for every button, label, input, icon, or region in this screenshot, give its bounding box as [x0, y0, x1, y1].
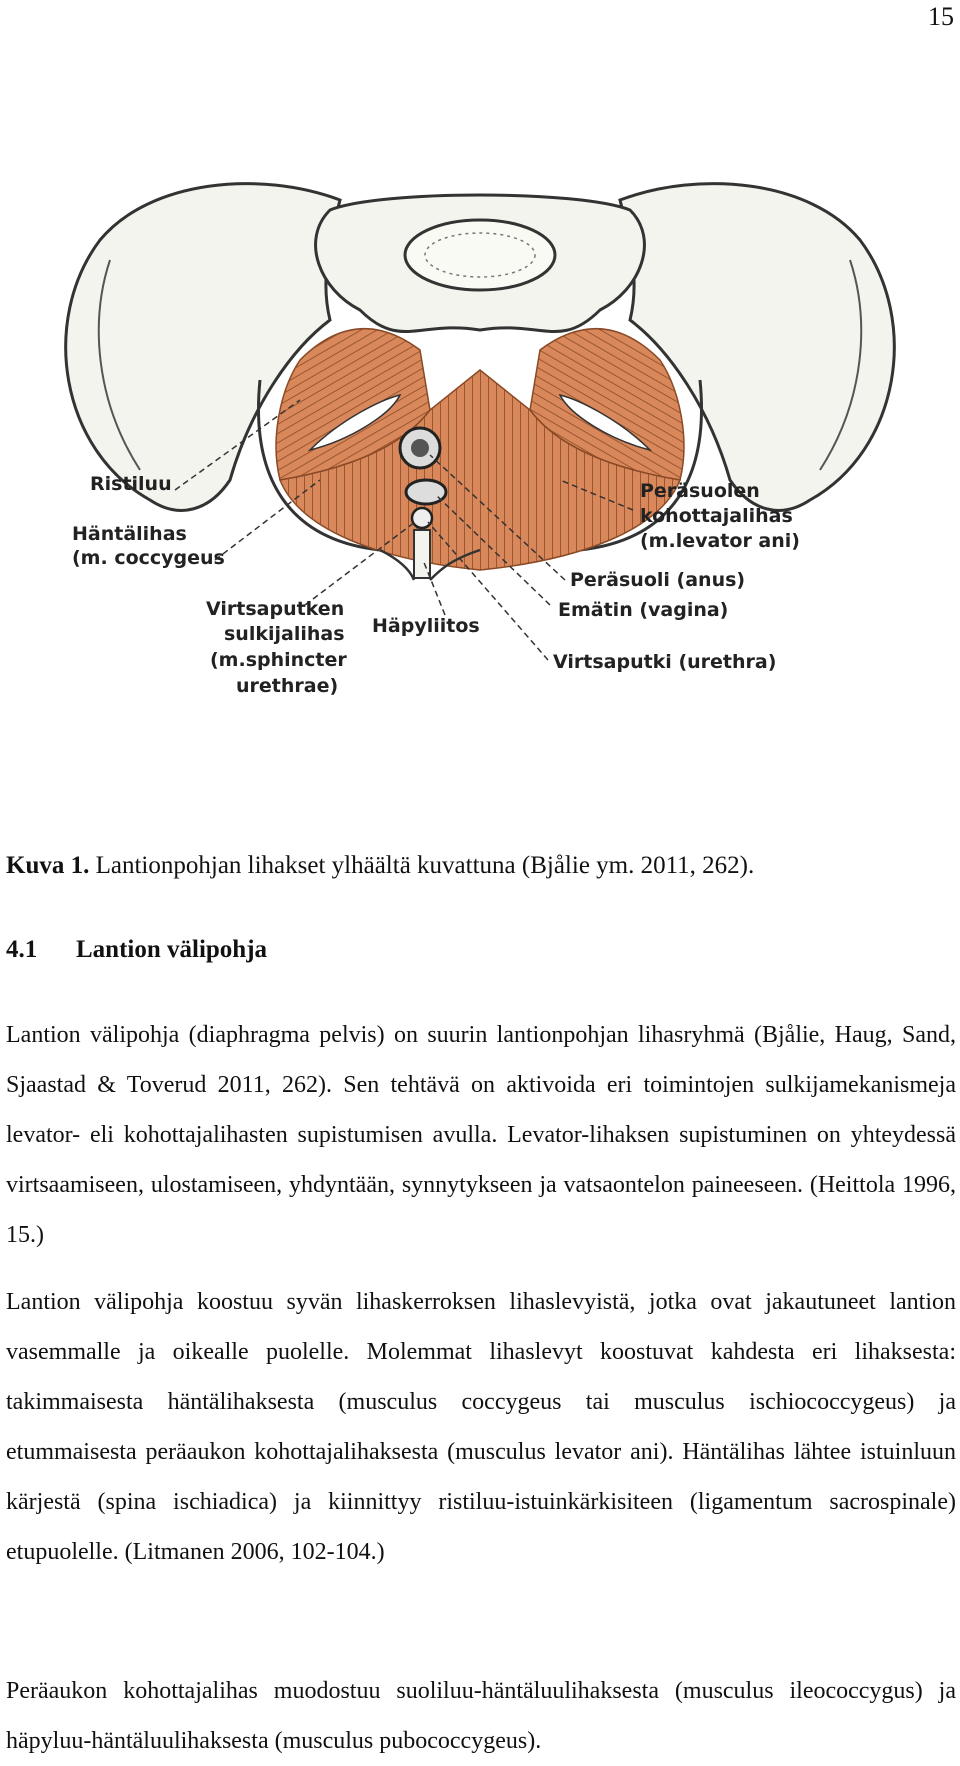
- section-heading: [6, 936, 267, 964]
- label-virtsaputken-line2: sulkijalihas: [224, 623, 345, 645]
- figure-caption: [6, 852, 754, 880]
- urethra-opening: [412, 508, 432, 528]
- label-perasuoli: Peräsuoli (anus): [570, 569, 746, 591]
- pelvic-floor-illustration: [0, 150, 960, 790]
- vagina-opening: [406, 480, 446, 504]
- label-virtsaputken-line3: (m.sphincter: [210, 649, 347, 671]
- label-perasuolen-line2: kohottajalihas: [640, 505, 793, 527]
- page-number: 15: [928, 2, 954, 31]
- pubic-symphysis: [414, 530, 430, 578]
- label-hantalihas-line2: (m. coccygeus: [72, 547, 225, 569]
- paragraph-3: Peräaukon kohottajalihas muodostuu suoliluu-häntäluulihaksesta (musculus ileococcygus) ja häpyluu-häntäluulihaksesta (musculus pubococcygeus).: [6, 1678, 956, 1754]
- label-ristiluu: Ristiluu: [90, 473, 172, 495]
- label-hapyliitos: Häpyliitos: [372, 615, 480, 637]
- section-number: 4.1: [6, 936, 38, 963]
- section-title: Lantion välipohja: [76, 936, 268, 963]
- vertebra-body: [405, 220, 555, 290]
- label-virtsaputken-line1: Virtsaputken: [206, 598, 345, 620]
- caption-text: Lantionpohjan lihakset ylhäältä kuvattuna (Bjålie ym. 2011, 262).: [89, 852, 755, 879]
- paragraph-1: Lantion välipohja (diaphragma pelvis) on suurin lantionpohjan lihasryhmä (Bjålie, Haug, Sand, Sjaastad & Toverud 2011, 262). Sen tehtävä on aktivoida eri toimintojen sulkijamekanismeja levator- eli kohottajalihasten supistumisen avulla. Levator-lihaksen supistuminen on yhteydessä virtsaamiseen, ulostamiseen, yhdyntään, synnytykseen ja vatsaontelon paineeseen. (Heittola 1996, 15.): [6, 1022, 956, 1248]
- label-hantalihas-line1: Häntälihas: [72, 523, 187, 545]
- label-perasuolen-line1: Peräsuolen: [640, 480, 760, 502]
- label-ematin: Emätin (vagina): [558, 599, 729, 621]
- pelvic-floor-figure: [0, 150, 960, 790]
- caption-label: Kuva 1.: [6, 852, 90, 879]
- label-virtsaputken-line4: urethrae): [236, 675, 339, 697]
- label-perasuolen-line3: (m.levator ani): [640, 530, 800, 552]
- paragraph-2: Lantion välipohja koostuu syvän lihaskerroksen lihaslevyistä, jotka ovat jakautuneet lantion vasemmalle ja oikealle puolelle. Molemmat lihaslevyt koostuvat kahdesta eri lihaksesta: takimmaisesta häntälihaksesta (musculus coccygeus tai musculus ischiococcygeus) ja etummaisesta peräaukon kohottajalihaksesta (musculus levator ani). Häntälihas lähtee istuinluun kärjestä (spina ischiadica) ja kiinnittyy ristiluu-istuinkärkisiteen (ligamentum sacrospinale) etupuolelle. (Litmanen 2006, 102-104.): [6, 1289, 956, 1565]
- label-virtsaputki: Virtsaputki (urethra): [553, 651, 777, 673]
